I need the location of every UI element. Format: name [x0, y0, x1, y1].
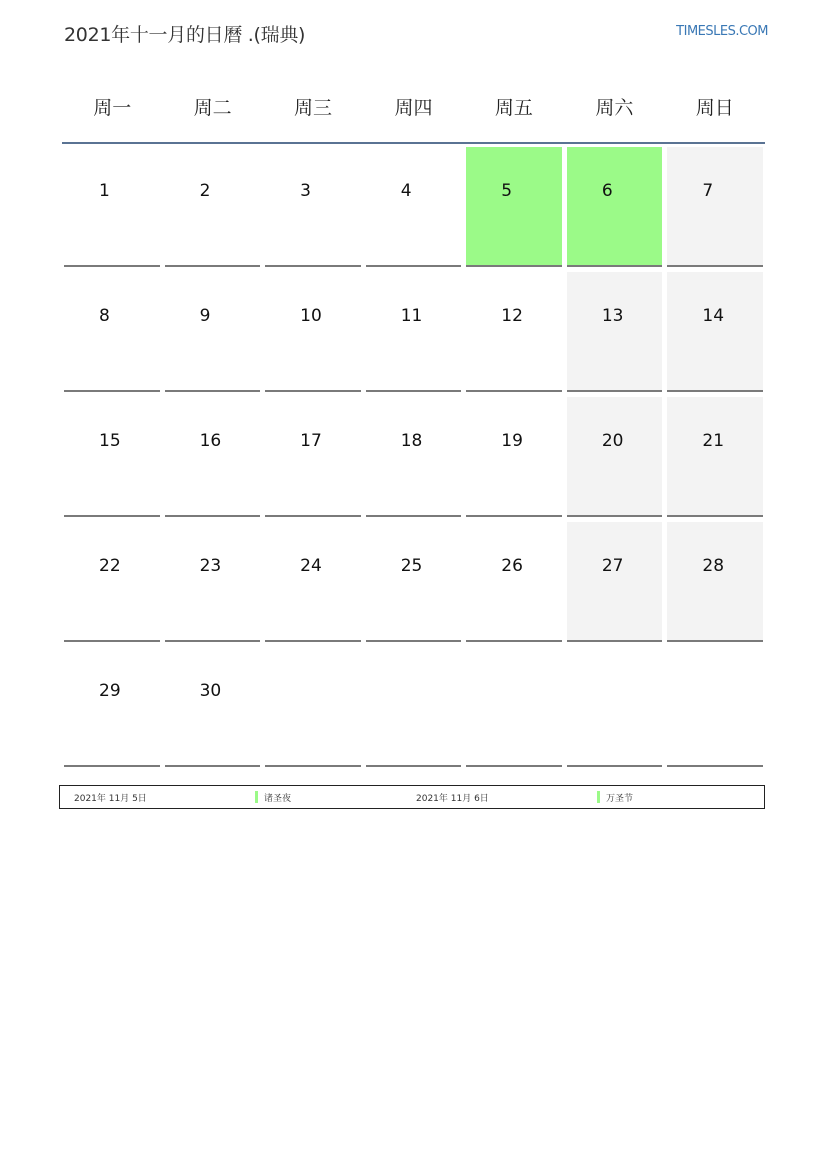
day-cell-4: [366, 147, 462, 267]
day-number: 18: [400, 431, 423, 451]
day-cell-6: [567, 147, 663, 267]
day-number: 29: [99, 681, 121, 701]
day-cell-13: [567, 272, 663, 392]
day-cell-empty: [466, 647, 562, 767]
day-cell-empty: [667, 647, 763, 767]
day-number: 5: [501, 181, 513, 201]
day-cell-18: [366, 397, 462, 517]
day-number: 6: [601, 181, 613, 201]
day-cell-12: [466, 272, 562, 392]
weekday-friday: 周五: [494, 96, 533, 119]
day-number: 8: [99, 306, 110, 326]
week-row: [62, 647, 765, 772]
legend-marker-1: [255, 791, 258, 803]
day-cell-2: [165, 147, 261, 267]
day-number: 27: [601, 556, 624, 576]
legend-date-1: 2021年 11月 5日: [74, 793, 147, 804]
day-cell-15: [64, 397, 160, 517]
day-number: 11: [400, 306, 423, 326]
legend-marker-2: [597, 791, 600, 803]
day-number: 7: [702, 181, 714, 201]
day-number: 20: [601, 431, 624, 451]
day-cell-26: [466, 522, 562, 642]
day-cell-23: [165, 522, 261, 642]
holiday-legend: [59, 785, 765, 809]
day-cell-21: [667, 397, 763, 517]
weekday-header: [62, 70, 765, 144]
day-number: 10: [300, 306, 322, 326]
day-cell-5: [466, 147, 562, 267]
day-number: 28: [702, 556, 725, 576]
legend-date-2: 2021年 11月 6日: [416, 793, 489, 804]
day-number: 15: [99, 431, 121, 451]
weekday-tuesday: 周二: [193, 96, 232, 119]
day-number: 14: [702, 306, 725, 326]
day-cell-empty: [265, 647, 361, 767]
day-cell-17: [265, 397, 361, 517]
day-number: 13: [601, 306, 624, 326]
day-cell-19: [466, 397, 562, 517]
day-cell-20: [567, 397, 663, 517]
day-cell-11: [366, 272, 462, 392]
day-cell-24: [265, 522, 361, 642]
week-row: [62, 147, 765, 272]
weekday-wednesday: 周三: [294, 96, 333, 119]
day-cell-9: [165, 272, 261, 392]
day-cell-22: [64, 522, 160, 642]
day-number: 21: [702, 431, 725, 451]
day-cell-28: [667, 522, 763, 642]
day-cell-8: [64, 272, 160, 392]
week-row: [62, 397, 765, 522]
day-number: 23: [199, 556, 222, 576]
day-number: 1: [99, 181, 110, 201]
day-number: 19: [501, 431, 523, 451]
day-number: 9: [199, 306, 211, 326]
day-number: 16: [199, 431, 222, 451]
day-number: 2: [199, 181, 211, 201]
day-cell-empty: [567, 647, 663, 767]
day-cell-27: [567, 522, 663, 642]
calendar-weeks: [62, 147, 765, 772]
day-cell-30: [165, 647, 261, 767]
weekday-monday: 周一: [93, 96, 132, 119]
week-row: [62, 272, 765, 397]
day-number: 25: [400, 556, 423, 576]
day-number: 12: [501, 306, 523, 326]
week-row: [62, 522, 765, 647]
day-cell-14: [667, 272, 763, 392]
weekday-thursday: 周四: [394, 96, 433, 119]
legend-name-1: 诸圣夜: [264, 793, 292, 804]
day-number: 24: [300, 556, 322, 576]
day-cell-16: [165, 397, 261, 517]
day-number: 3: [300, 181, 311, 201]
weekday-saturday: 周六: [595, 96, 634, 119]
calendar: [62, 70, 765, 772]
day-number: 26: [501, 556, 523, 576]
day-cell-1: [64, 147, 160, 267]
day-cell-29: [64, 647, 160, 767]
page-title: 2021年十一月的日曆 .(瑞典): [64, 24, 306, 46]
day-number: 17: [300, 431, 322, 451]
day-number: 22: [99, 556, 121, 576]
day-number: 30: [199, 681, 222, 701]
day-cell-10: [265, 272, 361, 392]
day-cell-25: [366, 522, 462, 642]
day-cell-3: [265, 147, 361, 267]
site-link[interactable]: TIMESLES.COM: [676, 24, 768, 39]
day-cell-7: [667, 147, 763, 267]
day-number: 4: [400, 181, 412, 201]
weekday-sunday: 周日: [695, 96, 734, 119]
day-cell-empty: [366, 647, 462, 767]
legend-name-2: 万圣节: [606, 793, 634, 804]
